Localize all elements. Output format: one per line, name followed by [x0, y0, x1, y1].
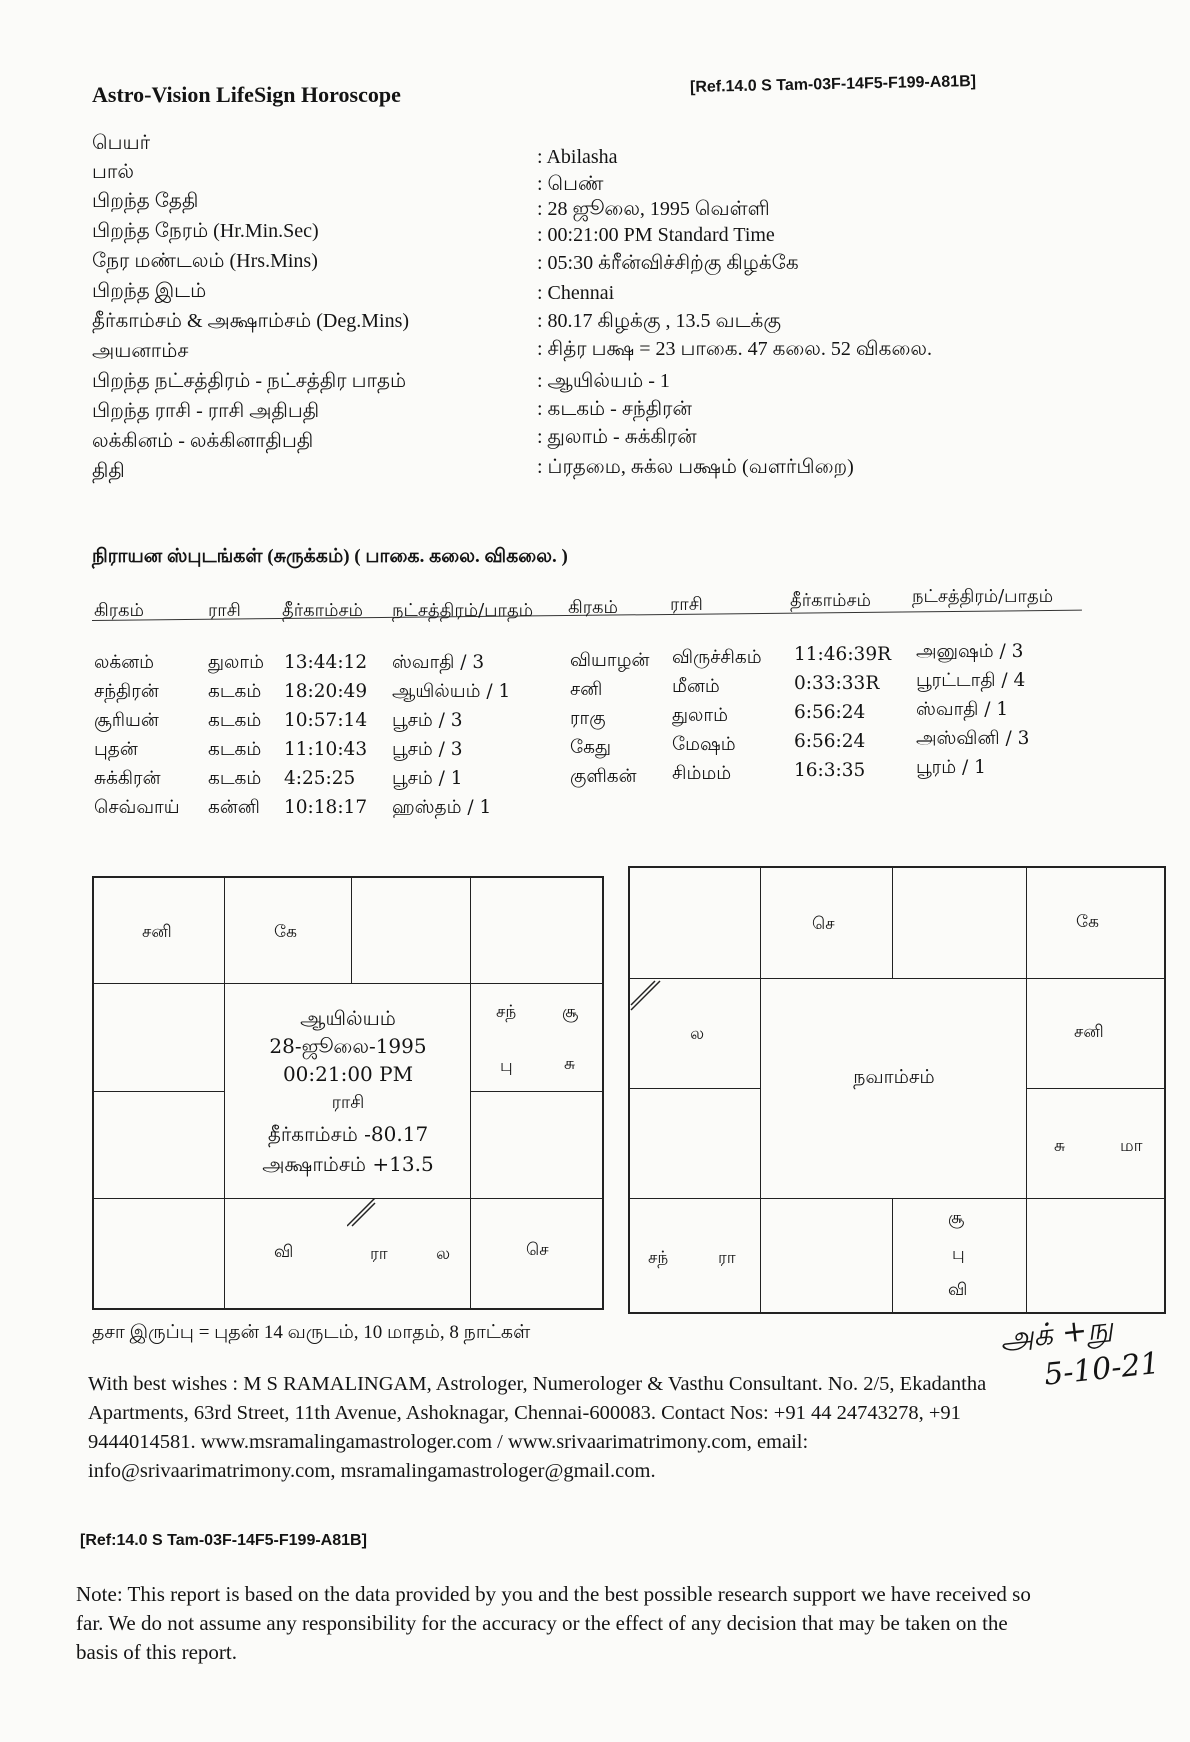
- handwritten-note: [998, 1304, 1161, 1400]
- table-cell: கடகம்: [208, 739, 262, 760]
- rasi-center-date: 28-ஜூலை-1995: [269, 1034, 427, 1058]
- table-cell: 6:56:24: [794, 731, 866, 752]
- detail-row: [92, 220, 1052, 249]
- detail-row: [92, 310, 1052, 339]
- table-header: தீர்காம்சம்: [282, 600, 363, 621]
- rasi-center-label: ராசி: [331, 1092, 365, 1113]
- navamsa-cell-aquarius: ல: [690, 1024, 705, 1044]
- table-cell: 10:57:14: [284, 710, 368, 731]
- table-cell: செவ்வாய்: [94, 797, 180, 818]
- detail-value: : Abilasha: [537, 146, 618, 168]
- navamsa-cell-virgo: சு: [1054, 1136, 1066, 1156]
- detail-value: : 00:21:00 PM Standard Time: [537, 224, 775, 246]
- detail-value: : பெண்: [537, 173, 604, 195]
- rasi-center-longitude: தீர்காம்சம் -80.17: [267, 1122, 429, 1146]
- navamsa-cell-taurus: செ: [812, 914, 835, 934]
- table-cell: ஸ்வாதி / 3: [392, 652, 485, 673]
- navamsa-cell-virgo: மா: [1120, 1136, 1143, 1156]
- detail-label: பெயர்: [92, 132, 151, 154]
- table-header: ராசி: [208, 600, 241, 621]
- table-header: கிரகம்: [568, 597, 619, 618]
- table-cell: துலாம்: [208, 652, 264, 673]
- table-cell: ராகு: [570, 708, 606, 729]
- rasi-cell-pisces: சனி: [142, 922, 172, 942]
- table-cell: 11:46:39R: [794, 644, 892, 665]
- table-cell: துலாம்: [672, 705, 728, 726]
- report-title: Astro-Vision LifeSign Horoscope: [92, 82, 401, 107]
- detail-label: பிறந்த நேரம் (Hr.Min.Sec): [92, 220, 319, 242]
- table-cell: பூரம் / 1: [916, 757, 986, 778]
- table-cell: மேஷம்: [672, 734, 736, 755]
- handwritten-line: அக் +நு: [998, 1310, 1115, 1358]
- table-cell: சுக்கிரன்: [94, 768, 161, 789]
- rasi-cell-virgo: செ: [526, 1240, 549, 1260]
- table-cell: குளிகன்: [570, 766, 637, 787]
- table-cell: சிம்மம்: [672, 763, 732, 784]
- detail-row: [92, 340, 1052, 369]
- table-header: தீர்காம்சம்: [790, 590, 871, 611]
- detail-value: : ப்ரதமை, சுக்ல பக்ஷம் (வளர்பிறை): [537, 456, 854, 478]
- navamsa-cell-scorpio: சூ: [948, 1208, 965, 1228]
- table-cell: பூரட்டாதி / 4: [916, 670, 1026, 691]
- table-cell: புதன்: [94, 739, 138, 760]
- table-cell: 6:56:24: [794, 702, 866, 723]
- detail-label: பிறந்த நட்சத்திரம் - நட்சத்திர பாதம்: [92, 370, 407, 392]
- astrologer-contact: With best wishes : M S RAMALINGAM, Astrologer, Numerologer & Vasthu Consultant. No. 2/5, Ekadantha Apartments, 63rd Street, 11th Avenue, Ashoknagar, Chennai-600083. Contact Nos: +91 44 24743278, +91 9444014581. www.msramalingamastrologer.com / www.srivaarimatrimony.com, email: info@srivaarimatrimony.com, msramalingamastrologer@gmail.com.: [88, 1373, 987, 1482]
- table-cell: ஆயில்யம் / 1: [392, 681, 511, 702]
- rasi-cell-aries: கே: [274, 922, 297, 942]
- detail-row: [92, 280, 1052, 309]
- detail-row: [92, 400, 1052, 429]
- detail-row: [92, 190, 1052, 219]
- detail-row: [92, 370, 1052, 399]
- detail-value: : ஆயில்யம் - 1: [537, 370, 670, 392]
- table-cell: அஸ்வினி / 3: [916, 728, 1030, 749]
- table-cell: சந்திரன்: [94, 681, 159, 702]
- table-cell: 13:44:12: [284, 652, 368, 673]
- table-cell: 18:20:49: [284, 681, 368, 702]
- navamsa-cell-cancer: கே: [1076, 912, 1099, 932]
- navamsa-cell-scorpio: வி: [948, 1280, 968, 1300]
- detail-value: : சித்ர பக்ஷ = 23 பாகை. 47 கலை. 52 விகலை.: [537, 338, 932, 360]
- navamsa-cell-sagittarius: ரா: [718, 1248, 736, 1268]
- table-cell: வியாழன்: [570, 650, 650, 671]
- table-cell: விருச்சிகம்: [672, 647, 762, 668]
- rasi-cell-cancer: சூ: [562, 1002, 579, 1022]
- detail-label: தீர்காம்சம் & அக்ஷாம்சம் (Deg.Mins): [92, 310, 410, 332]
- table-cell: கடகம்: [208, 681, 262, 702]
- table-header: கிரகம்: [94, 600, 145, 621]
- table-cell: 4:25:25: [284, 768, 356, 789]
- table-cell: 11:10:43: [284, 739, 368, 760]
- navamsa-cell-leo: சனி: [1074, 1022, 1104, 1042]
- table-cell: 0:33:33R: [794, 673, 880, 694]
- detail-label: பிறந்த இடம்: [92, 280, 207, 302]
- table-cell: கேது: [570, 737, 612, 758]
- detail-row: [92, 426, 1052, 459]
- rasi-cell-libra: ல: [436, 1244, 451, 1264]
- table-cell: லக்னம்: [94, 652, 155, 673]
- table-cell: பூசம் / 3: [392, 710, 463, 731]
- detail-value: : துலாம் - சுக்கிரன்: [537, 426, 697, 448]
- detail-label: பிறந்த தேதி: [92, 190, 199, 212]
- navamsa-center-label: நவாம்சம்: [853, 1066, 935, 1088]
- detail-value: : 80.17 கிழக்கு , 13.5 வடக்கு: [537, 310, 781, 332]
- detail-label: லக்கினம் - லக்கினாதிபதி: [92, 430, 314, 452]
- table-header: நட்சத்திரம்/பாதம்: [912, 586, 1054, 607]
- detail-label: பிறந்த ராசி - ராசி அதிபதி: [92, 400, 320, 422]
- rasi-cell-cancer: சந்: [496, 1002, 517, 1022]
- table-cell: சூரியன்: [94, 710, 159, 731]
- rasi-cell-cancer: பு: [500, 1056, 513, 1076]
- rasi-chart: [92, 876, 604, 1310]
- detail-row: [92, 132, 1052, 168]
- table-cell: கடகம்: [208, 710, 262, 731]
- navamsa-cell-scorpio: பு: [952, 1244, 965, 1264]
- rasi-center-time: 00:21:00 PM: [282, 1062, 414, 1086]
- rasi-center-nakshatra: ஆயில்யம்: [300, 1006, 396, 1030]
- detail-value: : 05:30 க்ரீன்விச்சிற்கு கிழக்கே: [537, 252, 799, 274]
- detail-label: திதி: [92, 460, 125, 482]
- rasi-cell-libra: ரா: [370, 1244, 388, 1264]
- rasi-center-latitude: அக்ஷாம்சம் +13.5: [262, 1152, 434, 1176]
- detail-value: : 28 ஜூலை, 1995 வெள்ளி: [537, 198, 770, 220]
- rasi-cell-cancer: சு: [564, 1054, 576, 1074]
- table-cell: பூசம் / 3: [392, 739, 463, 760]
- rasi-cell-scorpio: வி: [274, 1242, 294, 1262]
- detail-row: [92, 456, 1052, 489]
- table-header: நட்சத்திரம்/பாதம்: [392, 600, 534, 621]
- table-cell: கன்னி: [208, 797, 260, 818]
- handwritten-line: 5-10-21: [1042, 1345, 1162, 1393]
- table-cell: அனுஷம் / 3: [916, 641, 1024, 662]
- disclaimer-note: Note: This report is based on the data provided by you and the best possible research support we have received so far. We do not assume any responsibility for the accuracy or the effect of any decision that may be taken on the basis of this report.: [76, 1582, 1031, 1664]
- navamsa-cell-sagittarius: சந்: [648, 1248, 669, 1268]
- navamsa-chart: [628, 866, 1166, 1314]
- table-cell: கடகம்: [208, 768, 262, 789]
- reference-code: [Ref.14.0 S Tam-03F-14F5-F199-A81B]: [689, 73, 977, 96]
- dasa-balance: தசா இருப்பு = புதன் 14 வருடம், 10 மாதம், 8 நாட்கள்: [92, 1322, 531, 1343]
- table-cell: பூசம் / 1: [392, 768, 463, 789]
- detail-row: [92, 161, 1052, 195]
- detail-value: : Chennai: [537, 282, 615, 304]
- detail-label: அயனாம்ச: [92, 340, 189, 362]
- table-cell: 16:3:35: [794, 760, 866, 781]
- lagna-marker-icon: [347, 1198, 377, 1228]
- footer-reference: [Ref:14.0 S Tam-03F-14F5-F199-A81B]: [80, 1532, 367, 1549]
- lagna-marker-icon: [630, 980, 662, 1012]
- planet-table-title: நிராயன ஸ்புடங்கள் (சுருக்கம்) ( பாகை. கலை. விகலை. ): [92, 546, 568, 567]
- detail-label: நேர மண்டலம் (Hrs.Mins): [92, 250, 318, 272]
- table-header: ராசி: [670, 594, 703, 615]
- table-cell: சனி: [570, 679, 603, 700]
- detail-value: : கடகம் - சந்திரன்: [537, 398, 692, 420]
- table-cell: மீனம்: [672, 676, 720, 697]
- table-cell: ஸ்வாதி / 1: [916, 699, 1009, 720]
- table-cell: ஹஸ்தம் / 1: [392, 797, 492, 818]
- detail-label: பால்: [92, 161, 134, 183]
- detail-row: [92, 250, 1052, 279]
- table-cell: 10:18:17: [284, 797, 368, 818]
